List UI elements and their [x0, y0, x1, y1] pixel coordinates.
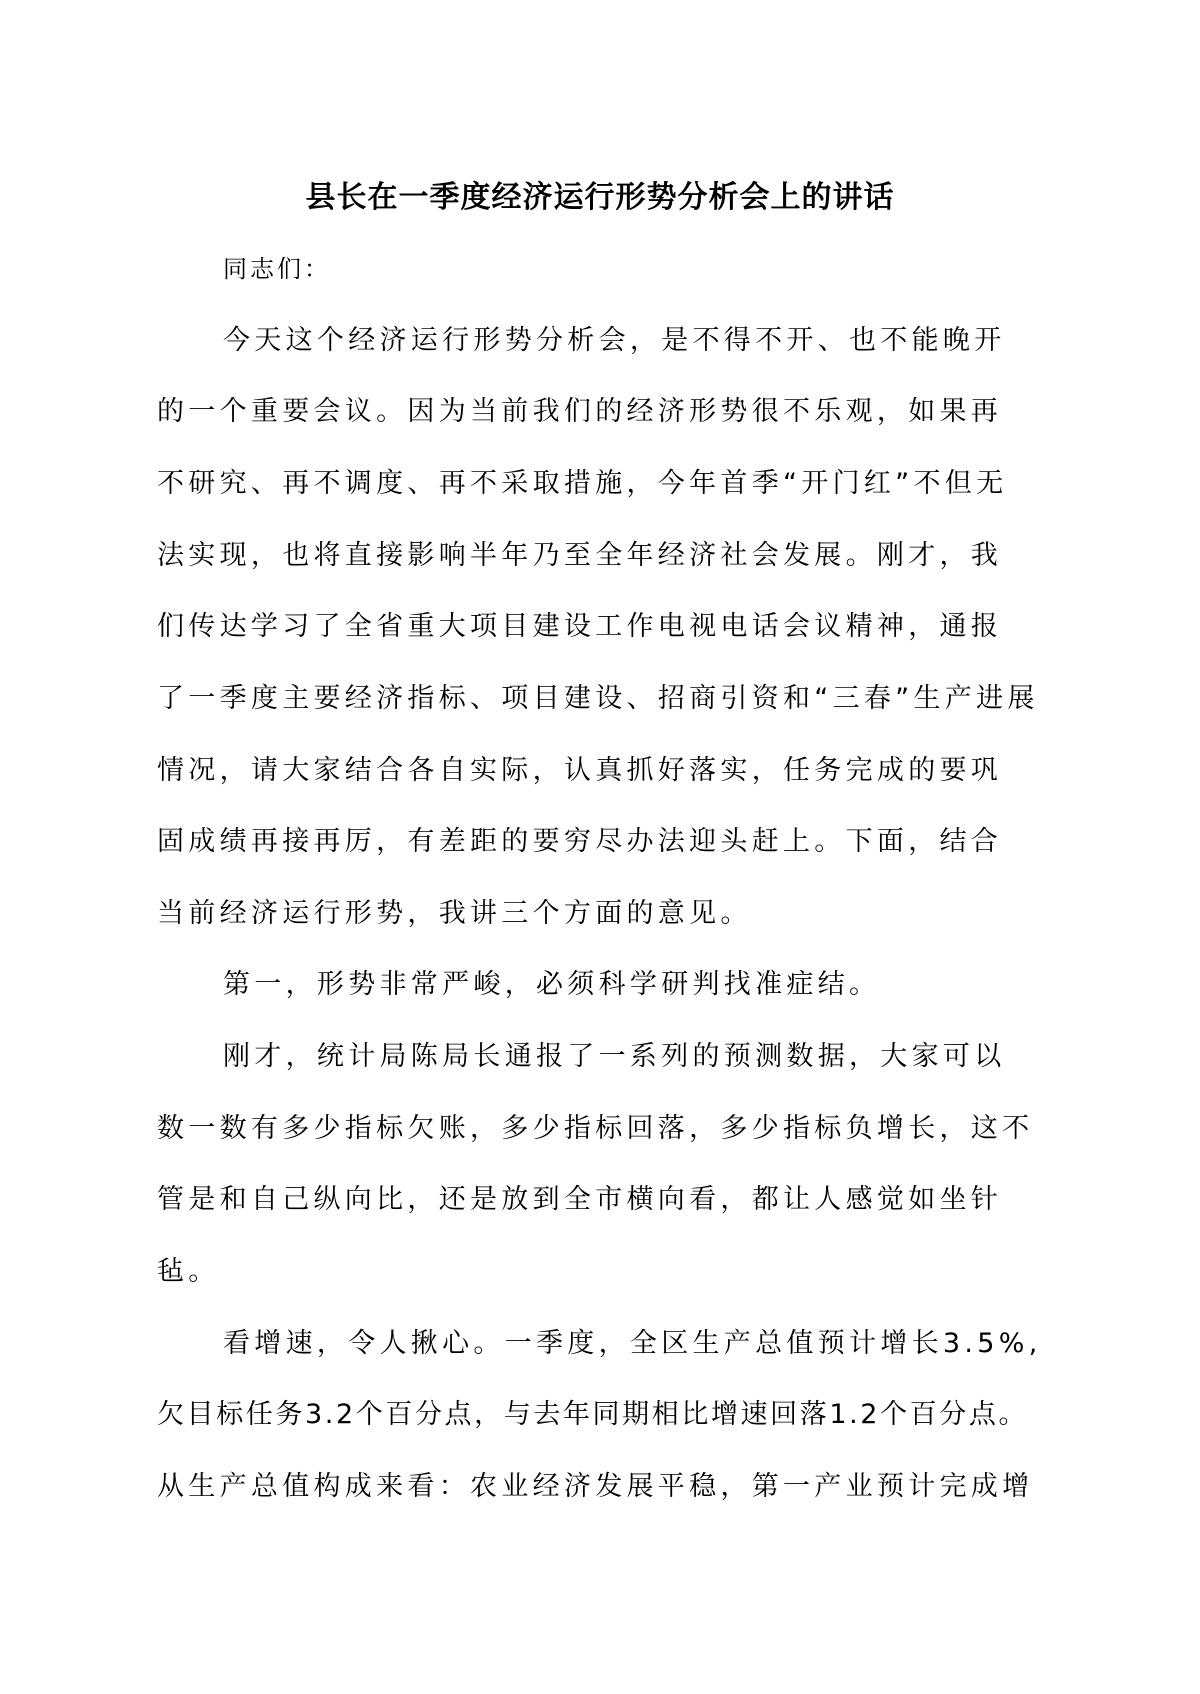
- section-heading: 第一，形势非常严峻，必须科学研判找准症结。: [223, 969, 881, 1000]
- paragraph-line: 固成绩再接再厉，有差距的要穷尽办法迎头赶上。下面，结合: [157, 826, 1003, 857]
- paragraph-line: 毡。: [157, 1256, 220, 1287]
- paragraph-line: 情况，请大家结合各自实际，认真抓好落实，任务完成的要巩: [157, 755, 1003, 786]
- document-title: 县长在一季度经济运行形势分析会上的讲话: [305, 180, 895, 215]
- paragraph-line: 法实现，也将直接影响半年乃至全年经济社会发展。刚才，我: [157, 540, 1003, 571]
- paragraph-line: 管是和自己纵向比，还是放到全市横向看，都让人感觉如坐针: [157, 1184, 1003, 1215]
- paragraph-line: 今天这个经济运行形势分析会，是不得不开、也不能晚开: [223, 325, 1006, 356]
- paragraph-line: 看增速，令人揪心。一季度，全区生产总值预计增长3.5%,: [223, 1328, 1042, 1359]
- paragraph-line: 从生产总值构成来看：农业经济发展平稳，第一产业预计完成增: [157, 1471, 1034, 1502]
- paragraph-line: 欠目标任务3.2个百分点，与去年同期相比增速回落1.2个百分点。: [157, 1399, 1029, 1430]
- paragraph-line: 不研究、再不调度、再不采取措施，今年首季“开门红”不但无: [157, 468, 1008, 499]
- paragraph-line: 们传达学习了全省重大项目建设工作电视电话会议精神，通报: [157, 611, 1003, 642]
- paragraph-line: 数一数有多少指标欠账，多少指标回落，多少指标负增长，这不: [157, 1113, 1034, 1144]
- paragraph-line: 当前经济运行形势，我讲三个方面的意见。: [157, 898, 752, 929]
- paragraph-line: 刚才，统计局陈局长通报了一系列的预测数据，大家可以: [223, 1041, 1006, 1072]
- greeting: 同志们：: [223, 255, 331, 283]
- paragraph-line: 的一个重要会议。因为当前我们的经济形势很不乐观，如果再: [157, 396, 1003, 427]
- paragraph-line: 了一季度主要经济指标、项目建设、招商引资和“三春”生产进展: [157, 683, 1039, 714]
